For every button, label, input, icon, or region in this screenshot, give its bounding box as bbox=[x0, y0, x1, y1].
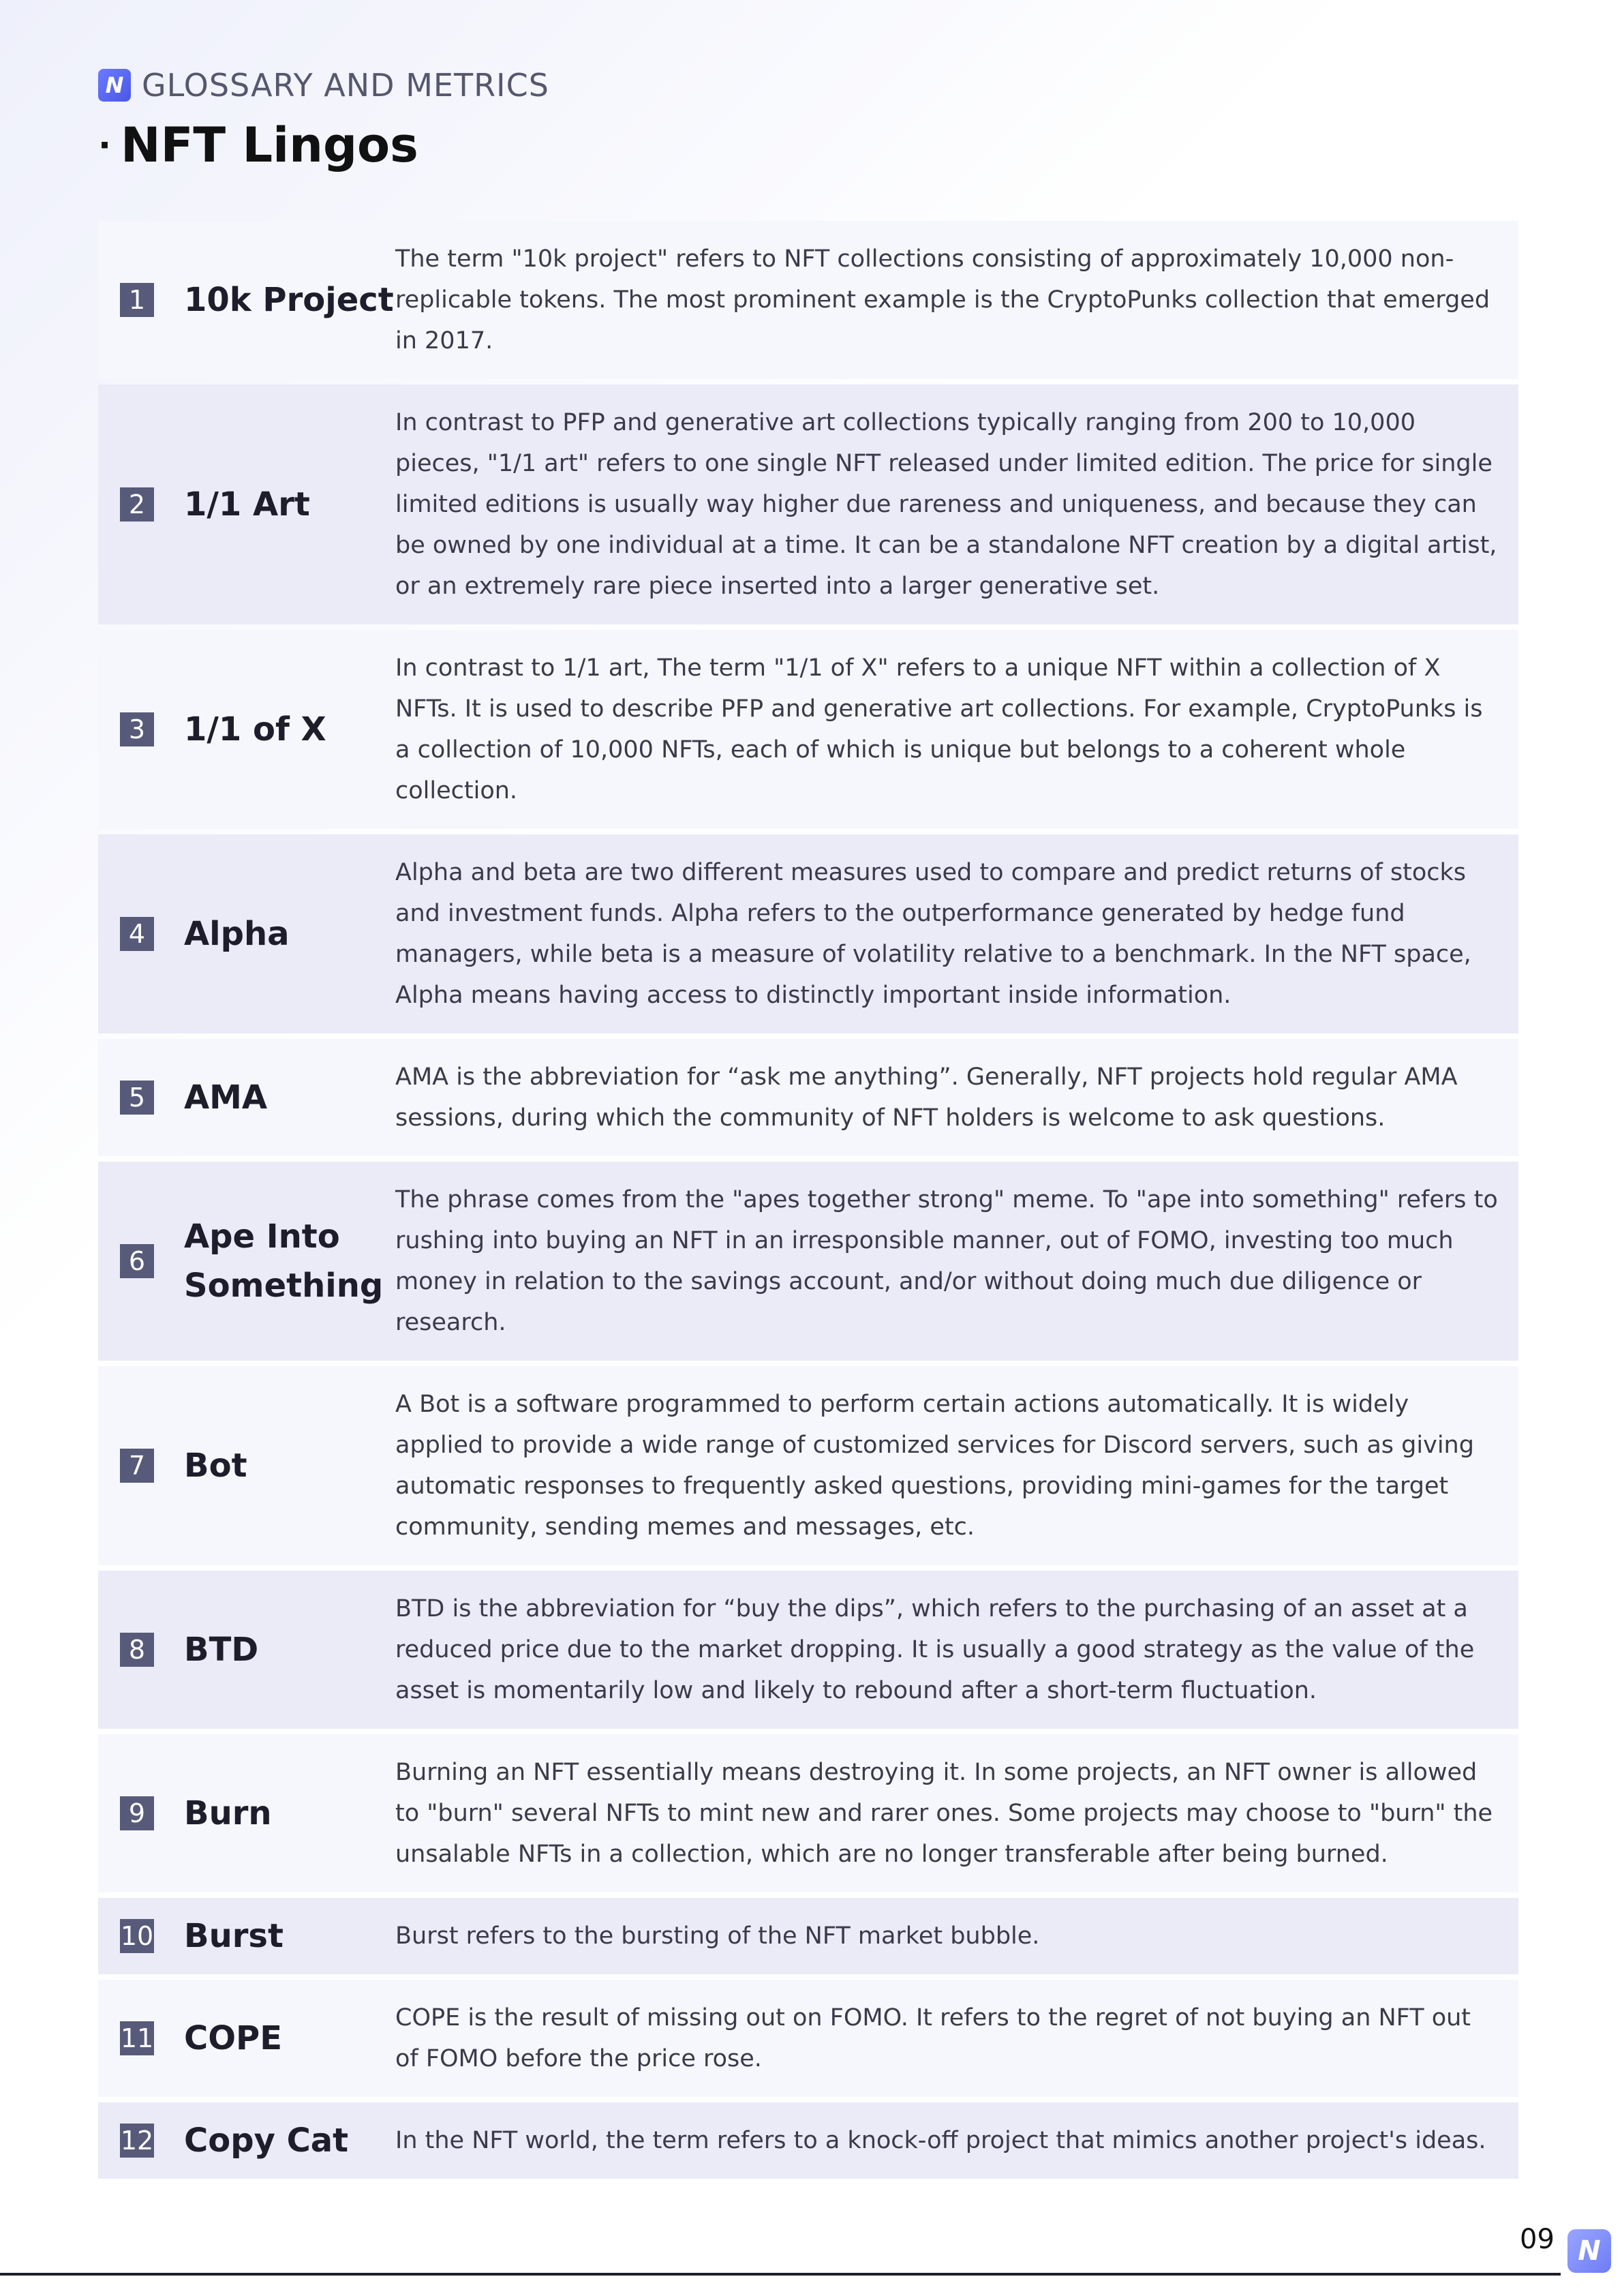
category-row bbox=[98, 67, 549, 104]
term-cell bbox=[98, 1912, 395, 1961]
nftgo-logo-icon: N bbox=[98, 69, 131, 102]
term-label: AMA bbox=[184, 1078, 268, 1117]
term-label: COPE bbox=[184, 2019, 282, 2057]
term-label: Burst bbox=[184, 1917, 284, 1955]
term-label: Bot bbox=[184, 1447, 247, 1485]
term-label: 1/1 Art bbox=[184, 485, 310, 524]
term-cell bbox=[98, 909, 395, 958]
term-label: 1/1 of X bbox=[184, 710, 326, 749]
glossary-row bbox=[98, 1734, 1518, 1892]
term-description: AMA is the abbreviation for “ask me anything”. Generally, NFT projects hold regular AMA sessions, during which the community of NFT holders is welcome to ask questions. bbox=[395, 1063, 1458, 1132]
glossary-row bbox=[98, 221, 1518, 379]
term-description: The term "10k project" refers to NFT collections consisting of approximately 10,000 non-replicable tokens. The most prominent example is the CryptoPunks collection that emerged in 2017. bbox=[395, 245, 1490, 354]
title-bullet: · bbox=[98, 125, 111, 165]
row-number-badge: 12 bbox=[120, 2124, 154, 2158]
glossary-row bbox=[98, 2102, 1518, 2179]
title-row bbox=[98, 117, 549, 173]
term-cell bbox=[98, 275, 395, 324]
term-description: In contrast to PFP and generative art collections typically ranging from 200 to 10,000 pieces, "1/1 art" refers to one single NFT released under limited edition. The price for single limited editions is usually way higher due rareness and uniqueness, and because they can be owned by one individual at a time. It can be a standalone NFT creation by a digital artist, or an extremely rare piece inserted into a larger generative set. bbox=[395, 409, 1497, 600]
row-number-badge: 4 bbox=[120, 917, 154, 951]
term-description: The phrase comes from the "apes together strong" meme. To "ape into something" refers to rushing into buying an NFT in an irresponsible manner, out of FOMO, investing too much money in relation to the savings account, and/or without doing much due diligence or research. bbox=[395, 1186, 1498, 1336]
glossary-row bbox=[98, 834, 1518, 1033]
term-label: Burn bbox=[184, 1794, 272, 1832]
term-cell bbox=[98, 1789, 395, 1838]
row-number-badge: 11 bbox=[120, 2021, 154, 2055]
row-number-badge: 10 bbox=[120, 1919, 154, 1953]
row-number-badge: 2 bbox=[120, 487, 154, 522]
term-description: Burst refers to the bursting of the NFT market bubble. bbox=[395, 1922, 1040, 1950]
row-number-badge: 7 bbox=[120, 1449, 154, 1483]
term-description: Alpha and beta are two different measures used to compare and predict returns of stocks and investment funds. Alpha refers to the outperformance generated by hedge fund managers, while beta is a measure of volatility relative to a benchmark. In the NFT space, Alpha means having access to distinctly important inside information. bbox=[395, 859, 1471, 1009]
row-number-badge: 1 bbox=[120, 283, 154, 317]
term-description: Burning an NFT essentially means destroying it. In some projects, an NFT owner is allowed to "burn" several NFTs to mint new and rarer ones. Some projects may choose to "burn" the unsalable NFTs in a collection, which are no longer transferable after being burned. bbox=[395, 1759, 1493, 1868]
term-description: A Bot is a software programmed to perform certain actions automatically. It is widely applied to provide a wide range of customized services for Discord servers, such as giving automatic responses to frequently asked questions, providing mini-games for the target community, sending memes and messages, etc. bbox=[395, 1391, 1474, 1541]
term-description: In contrast to 1/1 art, The term "1/1 of X" refers to a unique NFT within a collection of X NFTs. It is used to describe PFP and generative art collections. For example, CryptoPunks is a collection of 10,000 NFTs, each of which is unique but belongs to a coherent whole collection. bbox=[395, 654, 1483, 804]
glossary-row bbox=[98, 1162, 1518, 1361]
glossary-row bbox=[98, 1571, 1518, 1729]
term-cell bbox=[98, 1625, 395, 1674]
term-label: 10k Project bbox=[184, 281, 394, 319]
glossary-row bbox=[98, 1980, 1518, 2097]
glossary-row bbox=[98, 1366, 1518, 1565]
glossary-row bbox=[98, 1898, 1518, 1974]
term-cell bbox=[98, 480, 395, 529]
nftgo-logo-icon: N bbox=[1567, 2229, 1611, 2273]
row-number-badge: 3 bbox=[120, 712, 154, 746]
page-header bbox=[98, 67, 549, 173]
footer-divider bbox=[0, 2273, 1561, 2276]
term-description: In the NFT world, the term refers to a knock-off project that mimics another project's ideas. bbox=[395, 2127, 1486, 2154]
term-cell bbox=[98, 1073, 395, 1122]
term-cell bbox=[98, 705, 395, 754]
term-cell bbox=[98, 2116, 395, 2165]
row-number-badge: 8 bbox=[120, 1633, 154, 1667]
term-label: Ape Into Something bbox=[184, 1218, 384, 1305]
term-description: BTD is the abbreviation for “buy the dips”, which refers to the purchasing of an asset at a reduced price due to the market dropping. It is usually a good strategy as the value of the asset is momentarily low and likely to rebound after a short-term fluctuation. bbox=[395, 1595, 1475, 1704]
page-title: NFT Lingos bbox=[121, 117, 418, 173]
term-description: COPE is the result of missing out on FOMO. It refers to the regret of not buying an NFT out of FOMO before the price rose. bbox=[395, 2004, 1471, 2072]
glossary-row bbox=[98, 384, 1518, 624]
row-number-badge: 5 bbox=[120, 1081, 154, 1115]
glossary-row bbox=[98, 630, 1518, 829]
row-number-badge: 9 bbox=[120, 1796, 154, 1830]
page-number: 09 bbox=[1520, 2224, 1555, 2255]
glossary-table bbox=[98, 221, 1518, 2184]
term-cell bbox=[98, 1212, 395, 1310]
section-category: GLOSSARY AND METRICS bbox=[142, 67, 549, 104]
term-label: Alpha bbox=[184, 915, 290, 953]
term-label: BTD bbox=[184, 1631, 259, 1669]
glossary-row bbox=[98, 1039, 1518, 1156]
term-cell bbox=[98, 2014, 395, 2063]
term-label: Copy Cat bbox=[184, 2121, 349, 2160]
row-number-badge: 6 bbox=[120, 1244, 154, 1278]
term-cell bbox=[98, 1441, 395, 1490]
